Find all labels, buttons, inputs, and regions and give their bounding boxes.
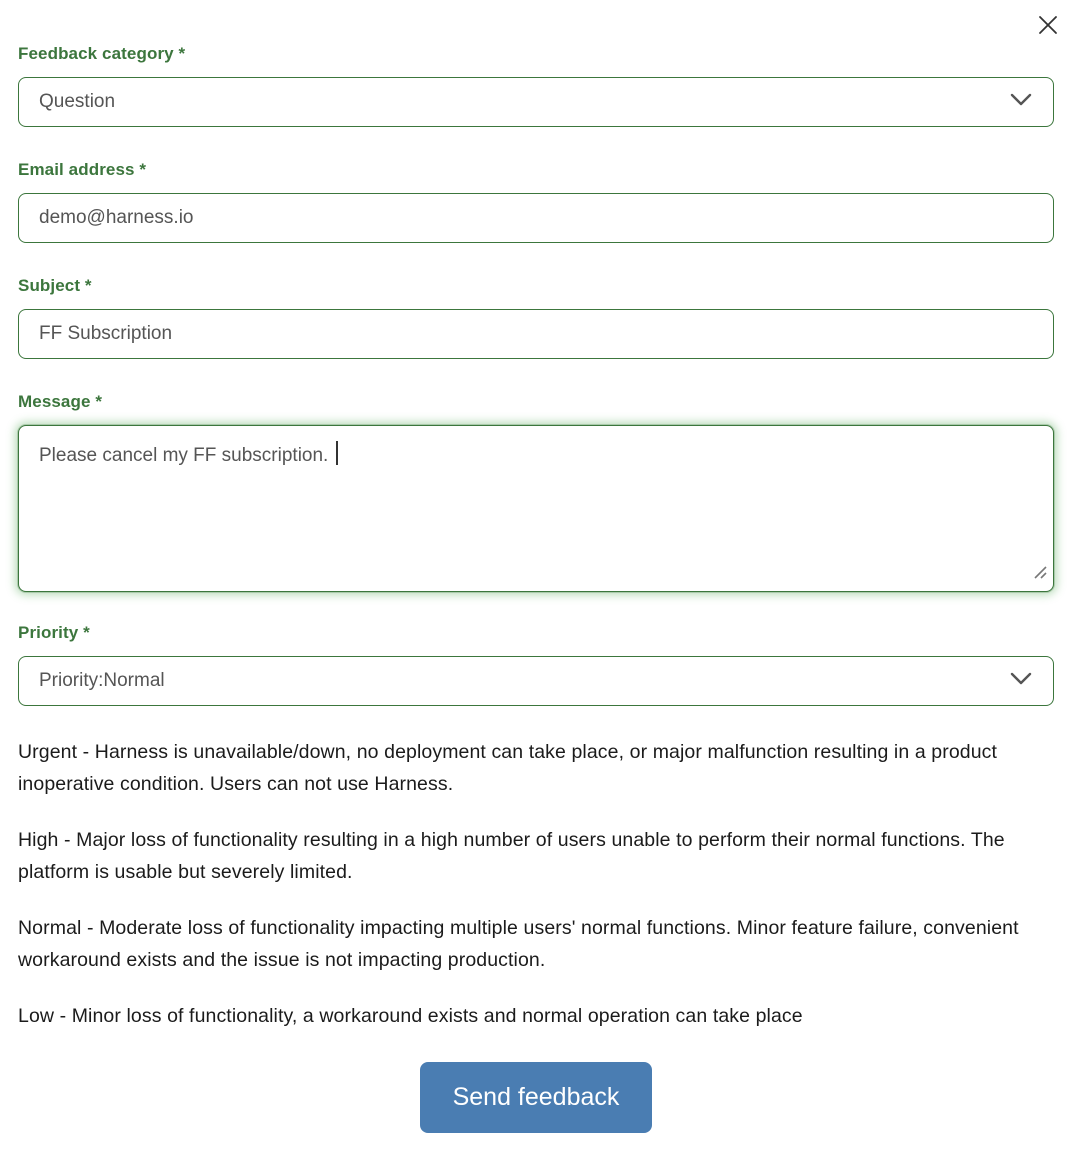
message-textarea[interactable] [18, 425, 1054, 592]
message-label: Message * [18, 392, 103, 411]
priority-group [18, 623, 1054, 706]
priority-value: Priority:Normal [39, 670, 165, 691]
email-group [18, 160, 1054, 243]
close-button[interactable] [1034, 11, 1062, 39]
subject-group [18, 276, 1054, 359]
message-group [18, 392, 1054, 592]
subject-label: Subject * [18, 276, 92, 295]
message-text: Please cancel my FF subscription. [39, 445, 329, 466]
subject-field[interactable] [18, 309, 1054, 359]
chevron-down-icon [1010, 670, 1032, 692]
feedback-category-value: Question [39, 91, 116, 112]
chevron-down-icon [1010, 91, 1032, 113]
send-feedback-button[interactable]: Send feedback [420, 1062, 653, 1133]
text-caret [336, 441, 338, 465]
email-field[interactable] [18, 193, 1054, 243]
priority-select[interactable] [18, 656, 1054, 706]
priority-description-normal: Normal - Moderate loss of functionality impacting multiple users' normal functions. Minor feature failure, convenient workaround exists and the issue is not impacting production. [18, 917, 1019, 971]
priority-descriptions [18, 736, 1048, 1032]
feedback-category-select[interactable] [18, 77, 1054, 127]
resize-handle-icon[interactable] [1033, 564, 1048, 586]
priority-description-urgent: Urgent - Harness is unavailable/down, no deployment can take place, or major malfunction resulting in a product inoperative condition. Users can not use Harness. [18, 741, 998, 795]
priority-label: Priority * [18, 623, 90, 642]
priority-description-high: High - Major loss of functionality resulting in a high number of users unable to perform their normal functions. The platform is usable but severely limited. [18, 829, 1005, 883]
feedback-category-group [18, 44, 1054, 127]
priority-description-low: Low - Minor loss of functionality, a workaround exists and normal operation can take place [18, 1005, 803, 1027]
feedback-category-label: Feedback category * [18, 44, 186, 63]
button-row [18, 1062, 1054, 1133]
email-label: Email address * [18, 160, 147, 179]
close-icon [1038, 15, 1058, 35]
